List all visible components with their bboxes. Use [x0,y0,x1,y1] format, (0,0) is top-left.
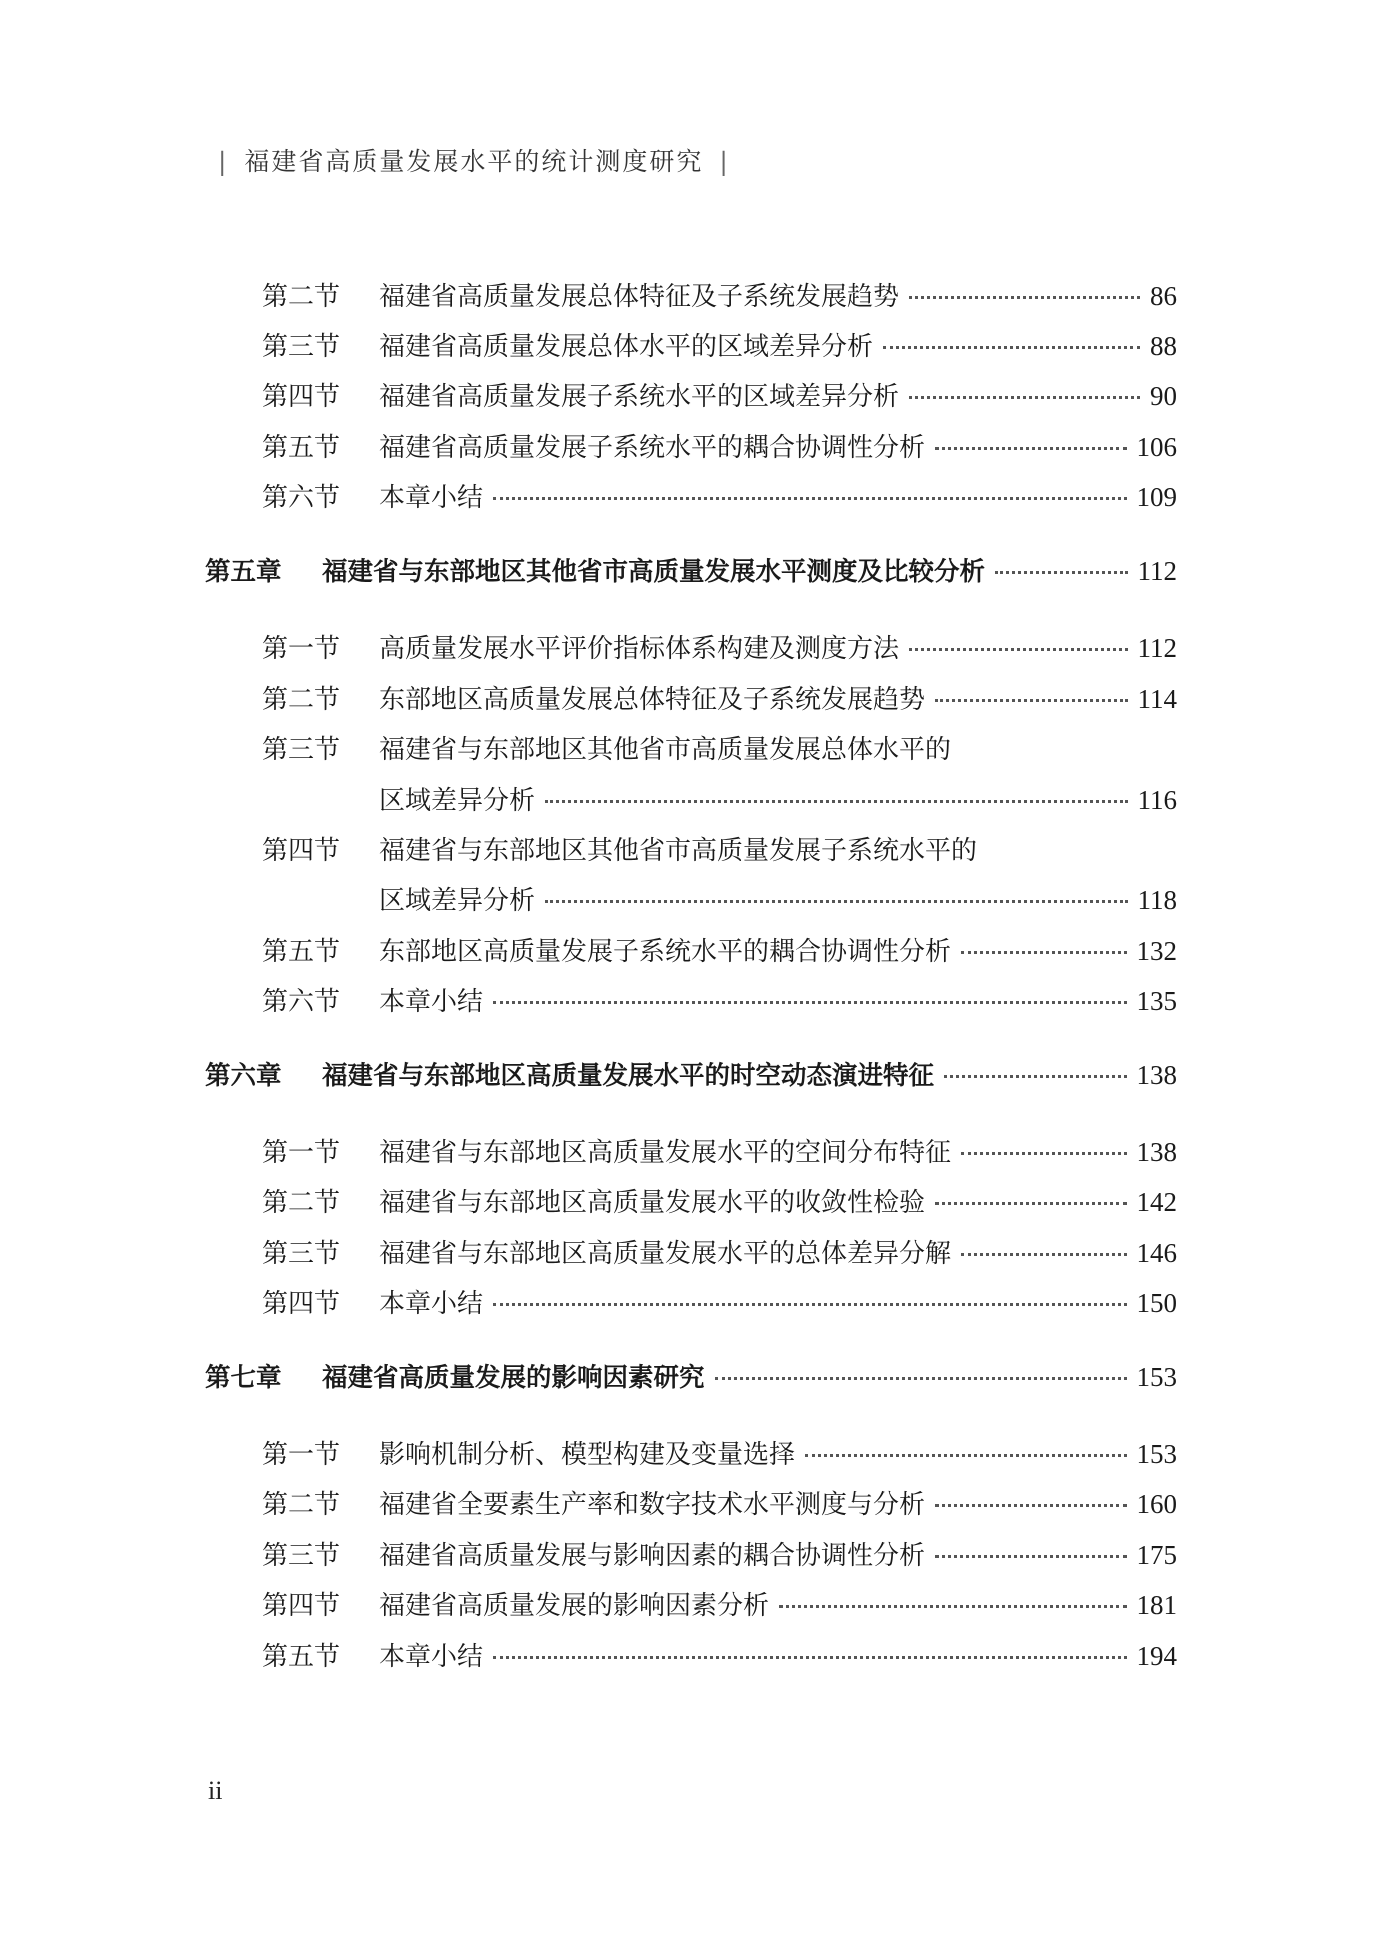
toc-entry[interactable] [262,376,1177,416]
toc-entry-title: 福建省与东部地区高质量发展水平的收敛性检验 [379,1188,926,1218]
toc-entry-title: 福建省全要素生产率和数字技术水平测度与分析 [379,1490,926,1520]
toc-entry-number: 第二节 [262,1188,341,1218]
toc-entry-page: 194 [1136,1641,1177,1671]
toc-entry-title: 福建省高质量发展子系统水平的耦合协调性分析 [379,433,926,463]
dot-leader [944,1075,1126,1078]
toc-entry-number: 第二节 [262,1490,341,1520]
toc-entry-number: 第二节 [262,282,341,312]
toc-entry-page: 90 [1150,381,1177,411]
toc-entry-title: 福建省高质量发展与影响因素的耦合协调性分析 [379,1541,926,1571]
toc-entry-number: 第四节 [262,1289,341,1319]
toc-entry-page: 135 [1136,986,1177,1016]
toc-chapter-number: 第六章 [205,1061,282,1091]
toc-entry[interactable] [262,628,1177,668]
toc-entry-number: 第三节 [262,332,341,362]
toc-chapter-title: 福建省与东部地区其他省市高质量发展水平测度及比较分析 [322,557,986,587]
header-bar-left: | [218,147,229,176]
dot-leader [493,497,1126,500]
toc-entry[interactable] [262,477,1177,517]
toc-chapter-title: 福建省与东部地区高质量发展水平的时空动态演进特征 [322,1061,935,1091]
toc-entry[interactable] [262,427,1177,467]
toc-chapter[interactable] [205,1358,1177,1398]
toc-entry[interactable] [262,729,1177,769]
toc-entry-title: 高质量发展水平评价指标体系构建及测度方法 [379,634,900,664]
toc-entry-page: 150 [1136,1288,1177,1318]
toc-entry-title: 本章小结 [379,1289,484,1319]
toc-entry-number: 第一节 [262,1440,341,1470]
dot-leader [935,1555,1126,1558]
toc-entry[interactable] [262,1535,1177,1575]
toc-entry[interactable] [262,1484,1177,1524]
toc-entry-continuation[interactable] [379,780,1177,820]
toc-entry[interactable] [262,931,1177,971]
toc-entry[interactable] [262,981,1177,1021]
dot-leader [935,699,1127,702]
toc-chapter-title: 福建省高质量发展的影响因素研究 [322,1363,705,1393]
toc-entry-title-cont: 区域差异分析 [379,786,536,816]
toc-entry[interactable] [262,1636,1177,1676]
dot-leader [935,1504,1126,1507]
toc-entry-number: 第五节 [262,433,341,463]
dot-leader [493,1303,1126,1306]
toc-chapter-number: 第七章 [205,1363,282,1393]
toc-entry[interactable] [262,1233,1177,1273]
page-folio: ii [208,1776,223,1805]
header-bar-right: | [719,147,730,176]
toc-entry-page: 153 [1136,1439,1177,1469]
toc-entry-title: 福建省高质量发展的影响因素分析 [379,1591,770,1621]
toc-entry-page: 146 [1136,1238,1177,1268]
dot-leader [909,296,1140,299]
toc-entry-number: 第一节 [262,634,341,664]
dot-leader [961,1152,1126,1155]
toc-entry-number: 第四节 [262,1591,341,1621]
dot-leader [883,346,1140,349]
toc-entry-number: 第三节 [262,1239,341,1269]
dot-leader [961,1253,1126,1256]
dot-leader [493,1656,1126,1659]
toc-entry-number: 第六节 [262,483,341,513]
dot-leader [493,1001,1126,1004]
toc-entry-page: 114 [1137,684,1177,714]
toc-entry-title: 福建省与东部地区其他省市高质量发展子系统水平的 [379,836,978,866]
running-header [212,142,736,178]
toc-entry-title: 影响机制分析、模型构建及变量选择 [379,1440,796,1470]
toc-entry-title-cont: 区域差异分析 [379,886,536,916]
toc-entry-page: 181 [1136,1590,1177,1620]
toc-entry-title: 福建省高质量发展总体水平的区域差异分析 [379,332,874,362]
toc-entry[interactable] [262,1132,1177,1172]
toc-entry-title: 福建省与东部地区其他省市高质量发展总体水平的 [379,735,952,765]
dot-leader [545,800,1127,803]
toc-entry-title: 东部地区高质量发展子系统水平的耦合协调性分析 [379,937,952,967]
toc-entry[interactable] [262,830,1177,870]
toc-entry-number: 第二节 [262,685,341,715]
toc-entry-number: 第三节 [262,735,341,765]
toc-entry[interactable] [262,1182,1177,1222]
toc-entry-number: 第六节 [262,987,341,1017]
dot-leader [909,648,1127,651]
toc-chapter[interactable] [205,1056,1177,1096]
toc-entry-page: 175 [1136,1540,1177,1570]
toc-entry-page: 109 [1136,482,1177,512]
toc-chapter-number: 第五章 [205,557,282,587]
toc-entry-number: 第五节 [262,937,341,967]
toc-entry[interactable] [262,1585,1177,1625]
toc-entry[interactable] [262,1283,1177,1323]
dot-leader [805,1454,1126,1457]
toc-entry[interactable] [262,276,1177,316]
toc-chapter-page: 112 [1137,556,1177,586]
toc-entry-number: 第四节 [262,836,341,866]
toc-entry-continuation[interactable] [379,880,1177,920]
dot-leader [779,1605,1126,1608]
toc-entry-page: 116 [1137,785,1177,815]
toc-entry-page: 88 [1150,331,1177,361]
toc-entry-number: 第五节 [262,1642,341,1672]
toc-entry-page: 106 [1136,432,1177,462]
toc-entry[interactable] [262,679,1177,719]
toc-entry[interactable] [262,1434,1177,1474]
toc-entry-page: 138 [1136,1137,1177,1167]
toc-entry-number: 第三节 [262,1541,341,1571]
dot-leader [995,571,1127,574]
toc-entry-title: 本章小结 [379,483,484,513]
toc-entry-title: 福建省与东部地区高质量发展水平的总体差异分解 [379,1239,952,1269]
toc-entry-title: 东部地区高质量发展总体特征及子系统发展趋势 [379,685,926,715]
toc-entry-number: 第四节 [262,382,341,412]
toc-entry[interactable] [262,326,1177,366]
toc-chapter-page: 153 [1136,1362,1177,1392]
toc-entry-title: 本章小结 [379,1642,484,1672]
toc-entry-page: 160 [1136,1489,1177,1519]
dot-leader [961,951,1126,954]
toc-entry-page: 132 [1136,936,1177,966]
dot-leader [715,1377,1127,1380]
dot-leader [545,900,1127,903]
toc-entry-title: 福建省高质量发展总体特征及子系统发展趋势 [379,282,900,312]
dot-leader [935,447,1126,450]
toc-entry-title: 本章小结 [379,987,484,1017]
toc-entry-page: 112 [1137,633,1177,663]
dot-leader [935,1202,1126,1205]
book-title: 福建省高质量发展水平的统计测度研究 [244,147,704,176]
toc-entry-page: 118 [1137,885,1177,915]
toc-entry-page: 142 [1136,1187,1177,1217]
dot-leader [909,396,1140,399]
toc-entry-page: 86 [1150,281,1177,311]
toc-chapter-page: 138 [1136,1060,1177,1090]
toc-entry-number: 第一节 [262,1138,341,1168]
toc-entry-title: 福建省高质量发展子系统水平的区域差异分析 [379,382,900,412]
toc-entry-title: 福建省与东部地区高质量发展水平的空间分布特征 [379,1138,952,1168]
toc-chapter[interactable] [205,552,1177,592]
